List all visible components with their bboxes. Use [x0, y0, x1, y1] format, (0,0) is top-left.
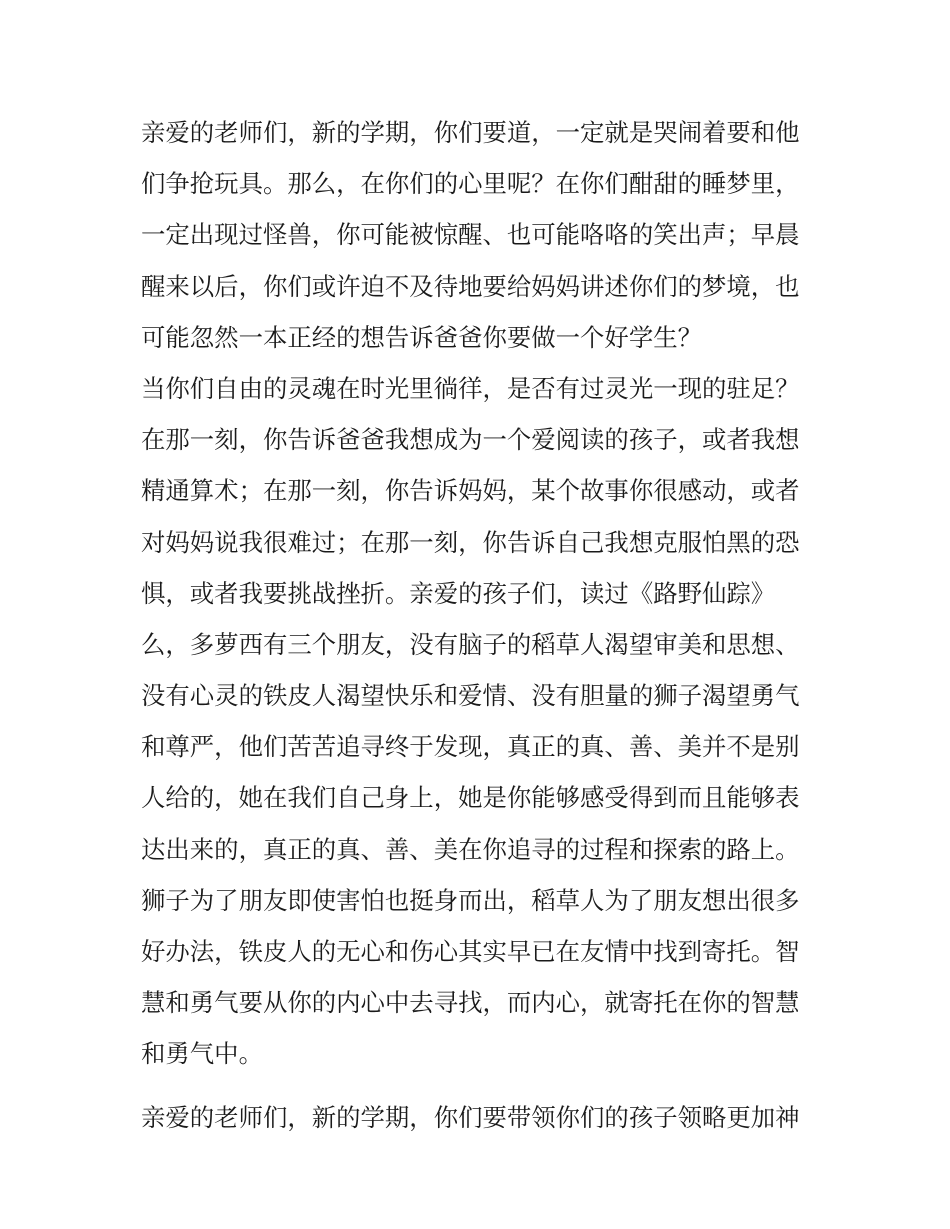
text-line: 一定出现过怪兽，你可能被惊醒、也可能咯咯的笑出声；早晨: [141, 220, 800, 250]
text-line: 可能忽然一本正经的想告诉爸爸你要做一个好学生？: [141, 322, 702, 352]
text-line: 狮子为了朋友即使害怕也挺身而出，稻草人为了朋友想出很多: [141, 885, 800, 915]
body-text: [141, 107, 821, 1143]
text-line: 精通算术；在那一刻，你告诉妈妈，某个故事你很感动，或者: [141, 476, 800, 506]
paragraph-1: [141, 107, 821, 363]
text-line: 在那一刻，你告诉爸爸我想成为一个爱阅读的孩子，或者我想: [141, 425, 800, 455]
text-line: 好办法，铁皮人的无心和伤心其实早已在友情中找到寄托。智: [141, 937, 800, 966]
text-line: 和勇气中。: [141, 1039, 263, 1069]
text-line: 么，多萝西有三个朋友，没有脑子的稻草人渴望审美和思想、: [141, 629, 800, 659]
text-line: 对妈妈说我很难过；在那一刻，你告诉自己我想克服怕黑的恐: [141, 527, 800, 557]
text-line: 没有心灵的铁皮人渴望快乐和爱情、没有胆量的狮子渴望勇气: [141, 681, 800, 711]
paragraph-3: [141, 1092, 821, 1143]
text-line: 醒来以后，你们或许迫不及待地要给妈妈讲述你们的梦境，也: [141, 271, 800, 301]
text-line: 亲爱的老师们，新的学期，你们要道，一定就是哭闹着要和他: [141, 118, 800, 147]
text-line: 当你们自由的灵魂在时光里徜徉，是否有过灵光一现的驻足？: [141, 373, 800, 403]
text-line: 和尊严，他们苦苦追寻终于发现，真正的真、善、美并不是别: [141, 732, 800, 762]
paragraph-2: [141, 363, 821, 1080]
text-line: 惧，或者我要挑战挫折。亲爱的孩子们，读过《路野仙踪》: [141, 578, 776, 608]
text-line: 慧和勇气要从你的内心中去寻找，而内心，就寄托在你的智慧: [141, 988, 800, 1018]
text-line: 达出来的，真正的真、善、美在你追寻的过程和探索的路上。: [141, 834, 800, 864]
paragraph-spacer: [141, 1080, 821, 1092]
text-line: 亲爱的老师们，新的学期，你们要带领你们的孩子领略更加神: [141, 1102, 800, 1132]
text-line: 人给的，她在我们自己身上，她是你能够感受得到而且能够表: [141, 783, 800, 813]
text-line: 们争抢玩具。那么，在你们的心里呢？在你们酣甜的睡梦里，: [141, 169, 800, 199]
